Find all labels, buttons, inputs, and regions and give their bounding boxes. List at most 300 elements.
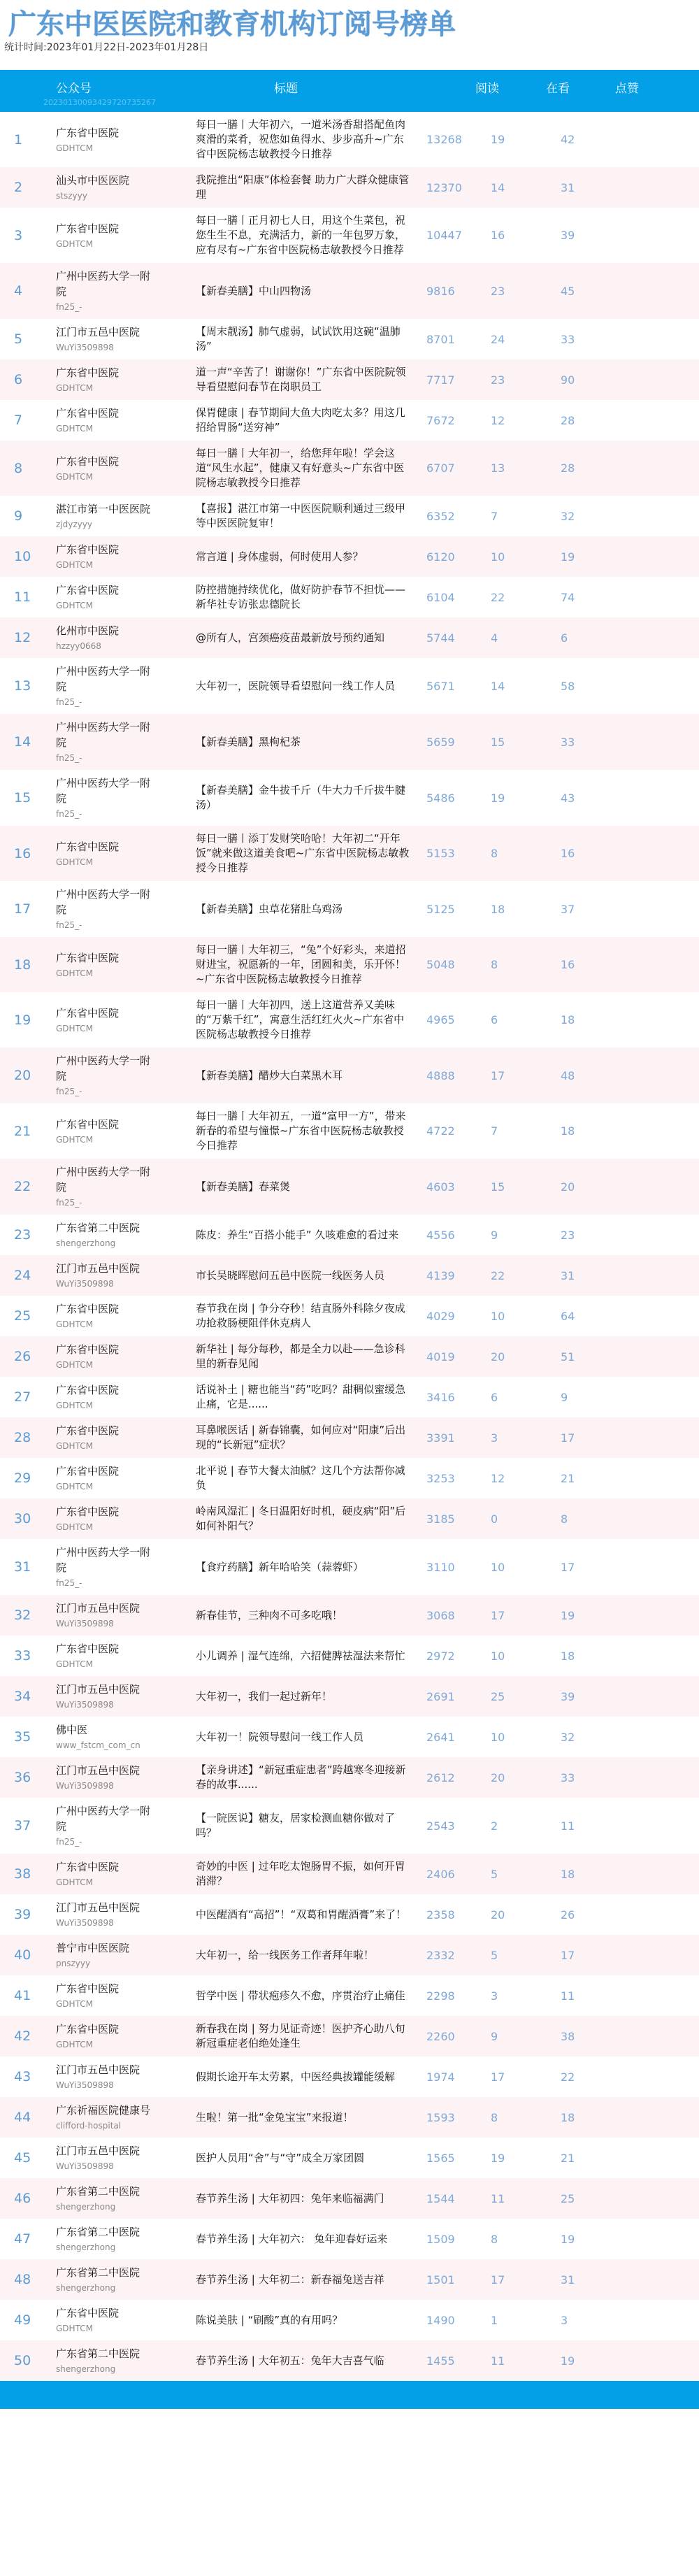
like-count: 32 xyxy=(561,1730,575,1744)
table-row[interactable] xyxy=(0,1498,699,1539)
like-count: 11 xyxy=(561,1989,575,2003)
viewing-count: 8 xyxy=(491,2110,498,2124)
article-title-link[interactable]: 【周末靓汤】肺气虚弱，试试饮用这碗“温肺汤” xyxy=(196,325,401,352)
table-row[interactable] xyxy=(0,1458,699,1498)
viewing-count: 19 xyxy=(491,791,505,805)
article-title-cell xyxy=(196,1263,426,1289)
article-title-link[interactable]: 【新春美膳】黑枸杞茶 xyxy=(196,735,301,748)
like-count: 26 xyxy=(561,1908,575,1922)
viewing-count: 14 xyxy=(491,679,505,693)
article-title-link[interactable]: 陈说美肤 | “刷酸”真的有用吗？ xyxy=(196,2313,343,2326)
article-title-link[interactable]: 中医醒酒有“高招”！“双葛和胃醒酒膏”来了！ xyxy=(196,1908,407,1921)
article-title-cell xyxy=(196,2267,426,2293)
table-row[interactable] xyxy=(0,1894,699,1935)
rank-number: 36 xyxy=(14,1770,31,1785)
account-cell xyxy=(56,319,196,359)
like-count: 16 xyxy=(561,958,575,971)
like-count: 18 xyxy=(561,1649,575,1663)
table-row[interactable] xyxy=(0,1377,699,1417)
article-title-cell xyxy=(196,1336,426,1377)
account-cell xyxy=(56,2340,196,2381)
table-row[interactable] xyxy=(0,536,699,577)
like-count: 23 xyxy=(561,1228,575,1242)
table-row[interactable] xyxy=(0,937,699,992)
article-title-cell xyxy=(196,2186,426,2212)
read-count: 1455 xyxy=(426,2354,455,2368)
table-row[interactable] xyxy=(0,2259,699,2300)
article-title-link[interactable]: 奇妙的中医 | 过年吃太饱肠胃不振，如何开胃消滞？ xyxy=(196,1860,405,1887)
like-count: 20 xyxy=(561,1180,575,1194)
viewing-count: 14 xyxy=(491,180,505,194)
account-id: fn25_- xyxy=(56,809,82,819)
article-title-link[interactable]: 春节养生汤 | 大年初四：兔年来临福满门 xyxy=(196,2191,384,2205)
account-cell xyxy=(56,2259,196,2300)
account-name[interactable]: 广东省中医院 xyxy=(56,1861,120,1873)
table-row[interactable] xyxy=(0,1595,699,1636)
account-name[interactable]: 广东省中医院 xyxy=(56,407,120,420)
like-count: 58 xyxy=(561,679,575,693)
table-row[interactable] xyxy=(0,1255,699,1296)
account-name[interactable]: 广东省中医院 xyxy=(56,543,120,556)
like-count: 33 xyxy=(561,1770,575,1784)
article-title-link[interactable]: 陈皮：养生“百搭小能手” 久咳难愈的看过来 xyxy=(196,1228,399,1241)
account-cell xyxy=(56,496,196,536)
viewing-count: 2 xyxy=(491,1819,498,1833)
table-row[interactable] xyxy=(0,1975,699,2016)
table-row[interactable] xyxy=(0,112,699,167)
article-title-cell xyxy=(196,937,426,992)
like-count: 31 xyxy=(561,1268,575,1282)
account-id: WuYi3509898 xyxy=(56,2080,114,2090)
like-count: 33 xyxy=(561,332,575,346)
article-title-link[interactable]: 大年初一！院领导慰问一线工作人员 xyxy=(196,1730,364,1743)
article-title-link[interactable]: 我院推出“阳康”体检套餐 助力广大群众健康管理 xyxy=(196,173,410,201)
article-title-cell xyxy=(196,1684,426,1710)
account-cell xyxy=(56,2097,196,2138)
rank-number: 5 xyxy=(14,331,23,347)
like-count: 31 xyxy=(561,180,575,194)
account-name[interactable]: 广东省中医院 xyxy=(56,840,120,853)
article-title-link[interactable]: 【新春美膳】虫草花猪肚乌鸡汤 xyxy=(196,902,343,915)
account-cell xyxy=(56,2016,196,2056)
account-cell xyxy=(56,263,196,319)
account-cell xyxy=(56,1047,196,1103)
account-name[interactable]: 普宁市中医医院 xyxy=(56,1942,130,1954)
article-title-link[interactable]: 道一声“辛苦了！谢谢你！”广东省中医院院领导看望慰问春节在岗职员工 xyxy=(196,366,406,393)
read-count: 4019 xyxy=(426,1350,455,1364)
table-row[interactable] xyxy=(0,1757,699,1798)
article-title-link[interactable]: 每日一膳丨添丁发财笑哈哈！大年初二“开年饭”就来做这道美食吧~广东省中医院杨志敏教授今日推荐 xyxy=(196,832,410,874)
account-name[interactable]: 广东省中医院 xyxy=(56,222,120,235)
rank-number: 33 xyxy=(14,1648,31,1663)
table-row[interactable] xyxy=(0,2056,699,2097)
account-name[interactable]: 广东省中医院 xyxy=(56,1303,120,1315)
table-row[interactable] xyxy=(0,1798,699,1854)
article-title-link[interactable]: 新春我在岗 | 努力见证奇迹！医护齐心助八旬新冠重症老伯绝处逢生 xyxy=(196,2022,405,2049)
account-name[interactable]: 广州中医药大学一附院 xyxy=(56,665,151,693)
article-title-link[interactable]: 医护人员用“舍”与“守”成全万家团圆 xyxy=(196,2151,365,2164)
article-title-link[interactable]: 每日一膳丨大年初一，给您拜年啦！学会这道“风生水起”，健康又有好意头~广东省中医院杨志敏教授今日推荐 xyxy=(196,447,405,489)
read-count: 9816 xyxy=(426,284,455,298)
article-title-link[interactable]: 每日一膳丨大年初三，“兔”个好彩头，来道招财进宝，祝愿新的一年，团圆和美，乐开怀！~广东省中医院杨志敏教授今日推荐 xyxy=(196,943,406,985)
account-name[interactable]: 广东省中医院 xyxy=(56,584,120,596)
read-count: 1593 xyxy=(426,2110,455,2124)
viewing-count: 6 xyxy=(491,1390,498,1404)
viewing-count: 12 xyxy=(491,413,505,427)
article-title-link[interactable]: 春节我在岗 | 争分夺秒！结直肠外科除夕夜成功抢救肠梗阻伴休克病人 xyxy=(196,1302,405,1329)
account-name[interactable]: 江门市五邑中医院 xyxy=(56,1602,140,1615)
article-title-link[interactable]: 新春佳节，三种肉不可多吃哦！ xyxy=(196,1608,343,1622)
account-id: fn25_- xyxy=(56,1198,82,1208)
account-cell xyxy=(56,2219,196,2259)
like-count: 21 xyxy=(561,2151,575,2165)
rank-number: 19 xyxy=(14,1012,31,1028)
account-cell xyxy=(56,833,196,874)
article-title-cell xyxy=(196,1174,426,1200)
article-title-cell xyxy=(196,2105,426,2131)
account-name[interactable]: 广东省中医院 xyxy=(56,1384,120,1396)
account-name[interactable]: 化州市中医院 xyxy=(56,624,120,637)
article-title-cell xyxy=(196,1063,426,1089)
read-count: 3253 xyxy=(426,1471,455,1485)
account-name[interactable]: 广东省中医院 xyxy=(56,1505,120,1518)
article-title-link[interactable]: 春节养生汤 | 大年初五：兔年大吉喜气临 xyxy=(196,2354,384,2367)
account-id: GDHTCM xyxy=(56,471,93,482)
article-title-link[interactable]: 大年初一，我们一起过新年！ xyxy=(196,1689,333,1703)
account-name[interactable]: 佛中医 xyxy=(56,1724,88,1736)
table-row[interactable] xyxy=(0,2178,699,2219)
table-row[interactable] xyxy=(0,2138,699,2178)
rank-number: 34 xyxy=(14,1689,31,1704)
viewing-count: 9 xyxy=(491,2029,498,2043)
table-row[interactable] xyxy=(0,496,699,536)
account-name[interactable]: 广东省中医院 xyxy=(56,2023,120,2035)
like-count: 28 xyxy=(561,461,575,475)
account-cell xyxy=(56,1377,196,1417)
account-name[interactable]: 广东省中医院 xyxy=(56,126,120,139)
account-id: clifford-hospital xyxy=(56,2121,122,2131)
account-cell xyxy=(56,881,196,937)
table-row[interactable] xyxy=(0,1296,699,1336)
article-title-link[interactable]: 【新春美膳】醋炒大白菜黑木耳 xyxy=(196,1068,343,1082)
table-row[interactable] xyxy=(0,2219,699,2259)
rank-number: 47 xyxy=(14,2231,31,2247)
article-title-link[interactable]: 每日一膳丨大年初四，送上这道营养又美味的“万紫千红”，寓意生活红红火火~广东省中医院杨志敏教授今日推荐 xyxy=(196,999,405,1040)
read-count: 1501 xyxy=(426,2273,455,2287)
table-row[interactable] xyxy=(0,1417,699,1458)
table-row[interactable] xyxy=(0,1047,699,1103)
rank-number: 25 xyxy=(14,1308,31,1324)
article-title-link[interactable]: 哲学中医 | 带状疱疹久不愈，序贯治疗止痛佳 xyxy=(196,1989,405,2002)
article-title-link[interactable]: 生啦！第一批“金兔宝宝”来报道！ xyxy=(196,2110,354,2124)
account-id: GDHTCM xyxy=(56,2040,93,2049)
table-row[interactable] xyxy=(0,263,699,319)
read-count: 4603 xyxy=(426,1180,455,1194)
table-row[interactable] xyxy=(0,167,699,208)
account-name[interactable]: 广东省第二中医院 xyxy=(56,2185,140,2198)
account-name[interactable]: 广东省中医院 xyxy=(56,1465,120,1477)
account-cell xyxy=(56,1000,196,1040)
account-name[interactable]: 广东祈福医院健康号 xyxy=(56,2104,151,2117)
article-title-link[interactable]: 【食疗药膳】新年哈哈笑（蒜蓉虾） xyxy=(196,1560,364,1573)
account-name[interactable]: 汕头市中医医院 xyxy=(56,174,130,187)
article-title-link[interactable]: 小儿调养 | 湿气连绵，六招健脾祛湿法来帮忙 xyxy=(196,1649,405,1662)
account-name[interactable]: 广东省第二中医院 xyxy=(56,1222,140,1234)
article-title-link[interactable]: 耳鼻喉医话 | 新春锦囊，如何应对“阳康”后出现的“长新冠”症状？ xyxy=(196,1424,406,1451)
account-name[interactable]: 广东省第二中医院 xyxy=(56,2266,140,2279)
viewing-count: 7 xyxy=(491,509,498,523)
viewing-count: 20 xyxy=(491,1770,505,1784)
account-name[interactable]: 广东省中医院 xyxy=(56,1006,120,1019)
viewing-count: 13 xyxy=(491,461,505,475)
article-title-link[interactable]: 假期长途开车太劳累，中医经典拔罐能缓解 xyxy=(196,2070,396,2083)
article-title-link[interactable]: @所有人，宫颈癌疫苗最新放号预约通知 xyxy=(196,631,385,644)
table-row[interactable] xyxy=(0,992,699,1047)
account-id: fn25_- xyxy=(56,1837,82,1847)
account-id: WuYi3509898 xyxy=(56,1700,114,1710)
rank-number: 16 xyxy=(14,845,31,861)
account-name[interactable]: 广东省中医院 xyxy=(56,366,120,379)
account-name[interactable]: 江门市五邑中医院 xyxy=(56,1764,140,1777)
article-title-link[interactable]: 春节养生汤 | 大年初二：新春福兔送吉祥 xyxy=(196,2273,384,2286)
viewing-count: 11 xyxy=(491,2191,505,2205)
read-count: 8701 xyxy=(426,332,455,346)
account-name[interactable]: 江门市五邑中医院 xyxy=(56,1683,140,1696)
rank-number: 35 xyxy=(14,1729,31,1745)
rank-number: 6 xyxy=(14,372,23,387)
account-cell xyxy=(56,1296,196,1336)
table-row[interactable] xyxy=(0,1717,699,1757)
article-title-link[interactable]: 每日一膳丨正月初七人日，用这个生菜包，祝您生生不息，充满活力，新的一年包罗万象，应有尽有~广东省中医院杨志敏教授今日推荐 xyxy=(196,214,406,256)
account-name[interactable]: 广东省中医院 xyxy=(56,455,120,468)
account-cell xyxy=(56,359,196,400)
column-header-viewing: 在看 xyxy=(546,82,570,96)
account-id: GDHTCM xyxy=(56,2324,93,2333)
rank-number: 11 xyxy=(14,589,31,605)
account-name[interactable]: 江门市五邑中医院 xyxy=(56,326,140,338)
account-cell xyxy=(56,400,196,441)
account-id: WuYi3509898 xyxy=(56,1918,114,1928)
viewing-count: 9 xyxy=(491,1228,498,1242)
account-name[interactable]: 广州中医药大学一附院 xyxy=(56,1166,151,1194)
account-name[interactable]: 江门市五邑中医院 xyxy=(56,1262,140,1275)
article-title-cell xyxy=(196,2348,426,2374)
like-count: 19 xyxy=(561,2232,575,2246)
table-row[interactable] xyxy=(0,1159,699,1215)
table-row[interactable] xyxy=(0,2340,699,2381)
table-row[interactable] xyxy=(0,1336,699,1377)
article-title-cell xyxy=(196,496,426,536)
article-title-link[interactable]: 防控措施持续优化，做好防护春节不担忧——新华社专访张忠德院长 xyxy=(196,583,406,610)
article-title-link[interactable]: 每日一膳丨大年初五，一道“富甲一方”，带来新春的希望与憧憬~广东省中医院杨志敏教授今日推荐 xyxy=(196,1110,406,1152)
viewing-count: 15 xyxy=(491,1180,505,1194)
like-count: 64 xyxy=(561,1309,575,1323)
column-header-like: 点赞 xyxy=(615,82,639,96)
account-cell xyxy=(56,577,196,617)
article-title-link[interactable]: 话说补土 | 糖也能当“药”吃吗？甜稠似蜜缓急止痛，它是...... xyxy=(196,1383,406,1410)
viewing-count: 23 xyxy=(491,284,505,298)
rank-number: 1 xyxy=(14,131,23,148)
viewing-count: 8 xyxy=(491,2232,498,2246)
account-name[interactable]: 广东省中医院 xyxy=(56,1424,120,1437)
account-name[interactable]: 广州中医药大学一附院 xyxy=(56,721,151,749)
rank-number: 46 xyxy=(14,2191,31,2206)
account-id: shengerzhong xyxy=(56,2364,116,2374)
account-id: GDHTCM xyxy=(56,1441,93,1451)
article-title-cell xyxy=(196,1942,426,1968)
rank-number: 15 xyxy=(14,790,31,806)
account-name[interactable]: 广东省第二中医院 xyxy=(56,2347,140,2360)
table-row[interactable] xyxy=(0,319,699,359)
table-row[interactable] xyxy=(0,359,699,400)
article-title-link[interactable]: 保胃健康 | 春节期间大鱼大肉吃太多？用这几招给胃肠“送穷神” xyxy=(196,406,405,434)
table-row[interactable] xyxy=(0,714,699,770)
account-id: fn25_- xyxy=(56,302,82,312)
account-id: GDHTCM xyxy=(56,1360,93,1370)
viewing-count: 11 xyxy=(491,2354,505,2368)
account-name[interactable]: 广州中医药大学一附院 xyxy=(56,777,151,805)
like-count: 11 xyxy=(561,1819,575,1833)
viewing-count: 16 xyxy=(491,229,505,242)
article-title-link[interactable]: 新华社 | 每分每秒，都是全力以赴——急诊科里的新春见闻 xyxy=(196,1343,405,1370)
like-count: 19 xyxy=(561,1608,575,1622)
account-name[interactable]: 广东省中医院 xyxy=(56,1643,120,1655)
table-row[interactable] xyxy=(0,826,699,881)
article-title-cell xyxy=(196,1296,426,1336)
table-row[interactable] xyxy=(0,1935,699,1975)
article-title-cell xyxy=(196,544,426,570)
account-name[interactable]: 广州中医药大学一附院 xyxy=(56,1546,151,1574)
account-id: hzzyy0668 xyxy=(56,641,101,651)
rank-number: 31 xyxy=(14,1559,31,1575)
viewing-count: 22 xyxy=(491,1268,505,1282)
article-title-cell xyxy=(196,673,426,699)
account-cell xyxy=(56,1975,196,2016)
account-name[interactable]: 广州中医药大学一附院 xyxy=(56,1054,151,1082)
table-row[interactable] xyxy=(0,658,699,714)
read-count: 3416 xyxy=(426,1390,455,1404)
table-row[interactable] xyxy=(0,2097,699,2138)
read-count: 4029 xyxy=(426,1309,455,1323)
account-id: GDHTCM xyxy=(56,560,93,570)
viewing-count: 6 xyxy=(491,1013,498,1026)
article-title-link[interactable]: 春节养生汤 | 大年初六： 兔年迎春好运来 xyxy=(196,2232,388,2245)
table-row[interactable] xyxy=(0,881,699,937)
read-count: 1565 xyxy=(426,2151,455,2165)
table-row[interactable] xyxy=(0,400,699,441)
like-count: 38 xyxy=(561,2029,575,2043)
column-header-account: 公众号 xyxy=(56,82,92,96)
article-title-cell xyxy=(196,319,426,359)
account-name[interactable]: 广东省中医院 xyxy=(56,1343,120,1356)
account-name[interactable]: 广东省中医院 xyxy=(56,1117,120,1131)
like-count: 28 xyxy=(561,413,575,427)
account-cell xyxy=(56,2300,196,2340)
article-title-link[interactable]: 【喜报】湛江市第一中医医院顺利通过三级甲等中医医院复审！ xyxy=(196,502,406,529)
article-title-link[interactable]: 【新春美膳】金牛拔千斤（牛大力千斤拔牛腱汤） xyxy=(196,784,406,811)
like-count: 37 xyxy=(561,902,575,916)
account-name[interactable]: 江门市五邑中医院 xyxy=(56,1901,140,1914)
account-id: GDHTCM xyxy=(56,143,93,153)
article-title-link[interactable]: 每日一膳丨大年初六，一道米汤香甜搭配鱼肉爽滑的菜肴，祝您如鱼得水、步步高升~广东省中医院杨志敏教授今日推荐 xyxy=(196,118,406,160)
read-count: 2972 xyxy=(426,1649,455,1663)
account-id: pnszyyy xyxy=(56,1959,91,1968)
article-title-link[interactable]: 大年初一，医院领导看望慰问一线工作人员 xyxy=(196,679,396,692)
table-row[interactable] xyxy=(0,577,699,617)
table-row[interactable] xyxy=(0,1676,699,1717)
rank-number: 7 xyxy=(14,413,23,428)
account-name[interactable]: 广东省中医院 xyxy=(56,1982,120,1995)
account-id: GDHTCM xyxy=(56,238,93,249)
table-row[interactable] xyxy=(0,2016,699,2056)
account-cell xyxy=(56,1676,196,1717)
read-count: 10447 xyxy=(426,229,462,242)
account-name[interactable]: 广东省中医院 xyxy=(56,2307,120,2319)
article-title-link[interactable]: 市长吴晓晖慰问五邑中医院一线医务人员 xyxy=(196,1268,385,1282)
table-row[interactable] xyxy=(0,2300,699,2340)
article-title-link[interactable]: 大年初一，给一线医务工作者拜年啦！ xyxy=(196,1948,375,1961)
account-name[interactable]: 广州中医药大学一附院 xyxy=(56,270,151,298)
account-name[interactable]: 湛江市第一中医医院 xyxy=(56,503,151,515)
account-id: www_fstcm_com_cn xyxy=(56,1740,140,1750)
like-count: 21 xyxy=(561,1471,575,1485)
table-row[interactable] xyxy=(0,441,699,496)
article-title-cell xyxy=(196,2307,426,2333)
table-row[interactable] xyxy=(0,1854,699,1894)
account-id: WuYi3509898 xyxy=(56,343,114,352)
like-count: 18 xyxy=(561,1124,575,1138)
account-name[interactable]: 广州中医药大学一附院 xyxy=(56,1805,151,1833)
account-name[interactable]: 广东省第二中医院 xyxy=(56,2226,140,2238)
rank-number: 26 xyxy=(14,1349,31,1364)
account-name[interactable]: 广州中医药大学一附院 xyxy=(56,888,151,916)
table-row[interactable] xyxy=(0,1103,699,1159)
table-header xyxy=(0,70,699,112)
account-id: fn25_- xyxy=(56,1578,82,1588)
table-row[interactable] xyxy=(0,1215,699,1255)
article-title-cell xyxy=(196,112,426,167)
account-name[interactable]: 广东省中医院 xyxy=(56,951,120,964)
table-row[interactable] xyxy=(0,617,699,658)
article-title-link[interactable]: 【新春美膳】春菜煲 xyxy=(196,1180,291,1193)
account-name[interactable]: 江门市五邑中医院 xyxy=(56,2145,140,2157)
article-title-link[interactable]: 【亲身讲述】“新冠重症患者”跨越寒冬迎接新春的故事...... xyxy=(196,1763,406,1791)
rank-number: 44 xyxy=(14,2110,31,2125)
viewing-count: 10 xyxy=(491,550,505,564)
article-title-link[interactable]: 常言道 | 身体虚弱，何时使用人参？ xyxy=(196,550,363,563)
article-title-cell xyxy=(196,441,426,496)
table-row[interactable] xyxy=(0,1636,699,1676)
read-count: 2612 xyxy=(426,1770,455,1784)
article-title-cell xyxy=(196,2226,426,2252)
read-count: 1509 xyxy=(426,2232,455,2246)
viewing-count: 5 xyxy=(491,1867,498,1881)
article-title-link[interactable]: 【一院医说】糖友，居家检测血糖你做对了吗？ xyxy=(196,1812,396,1839)
account-name[interactable]: 江门市五邑中医院 xyxy=(56,2063,140,2076)
rank-number: 24 xyxy=(14,1268,31,1283)
article-title-link[interactable]: 岭南风湿汇 | 冬日温阳好时机，硬皮病“阳”后如何补阳气？ xyxy=(196,1505,406,1532)
read-count: 5048 xyxy=(426,958,455,971)
table-row[interactable] xyxy=(0,1539,699,1595)
article-title-cell xyxy=(196,278,426,304)
account-id: fn25_- xyxy=(56,753,82,763)
table-row[interactable] xyxy=(0,770,699,826)
account-id: WuYi3509898 xyxy=(56,1279,114,1289)
article-title-link[interactable]: 北平说 | 春节大餐太油腻？这几个方法帮你减负 xyxy=(196,1464,405,1491)
account-cell xyxy=(56,1798,196,1854)
table-row[interactable] xyxy=(0,208,699,263)
article-title-link[interactable]: 【新春美膳】中山四物汤 xyxy=(196,284,312,297)
